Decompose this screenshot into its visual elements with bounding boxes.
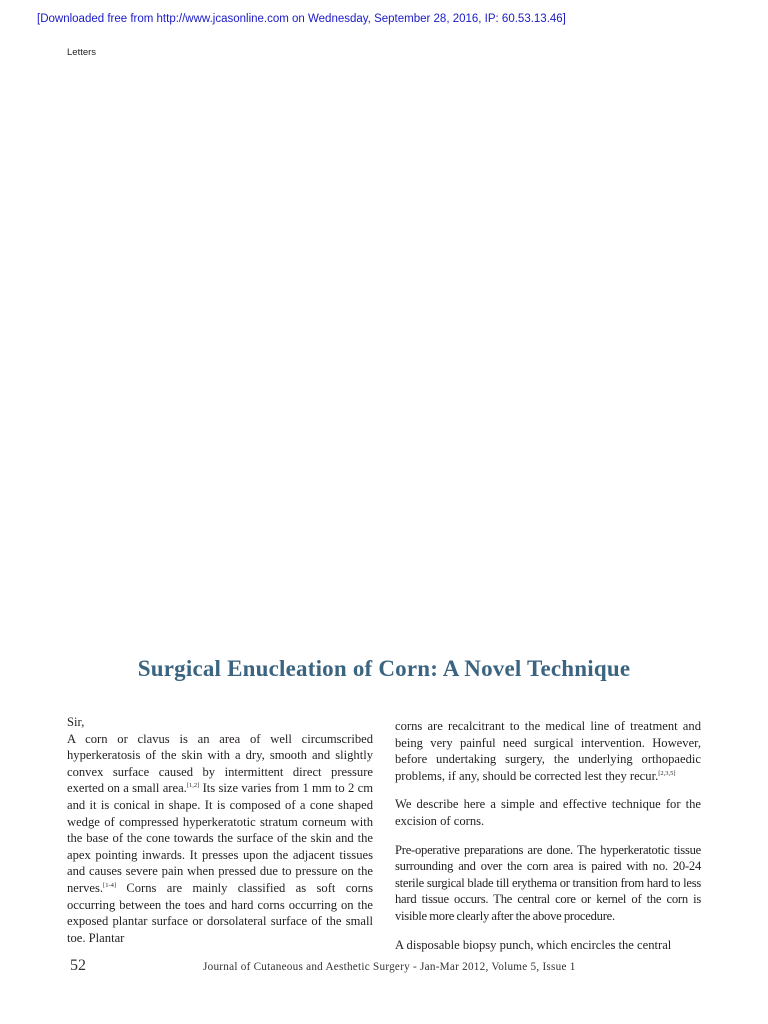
text-run: Corns are mainly classified as soft corns occurring between the toes and hard corns occurring on the exposed plantar surface or dorsolateral surface of the small toe. Plantar bbox=[67, 880, 373, 945]
right-paragraph-1 bbox=[395, 718, 701, 784]
text-run: Its size varies from 1 mm to 2 cm and it is conical in shape. It is composed of a cone shaped wedge of compressed hyperkeratotic stratum corneum with the base of the cone towards the surface of the skin and the apex pointing inwards. It presses upon the adjacent tissues and causes severe pain when pressed due to pressure on the nerves. bbox=[67, 781, 373, 895]
left-column bbox=[67, 714, 373, 946]
page-number: 52 bbox=[70, 957, 86, 974]
journal-footer: Journal of Cutaneous and Aesthetic Surgery - Jan-Mar 2012, Volume 5, Issue 1 bbox=[203, 961, 576, 973]
citation-ref: [1,2] bbox=[186, 782, 200, 790]
salutation: Sir, bbox=[67, 715, 85, 729]
article-title: Surgical Enucleation of Corn: A Novel Technique bbox=[137, 656, 631, 681]
text-run: A corn or clavus is an area of well circumscribed hyperkeratosis of the skin with a dry, smooth and slightly convex surface caused by intermittent direct pressure exerted on a small area. bbox=[67, 731, 373, 796]
download-banner: [Downloaded free from http://www.jcasonline.com on Wednesday, September 28, 2016, IP: 60.53.13.46] bbox=[37, 13, 566, 25]
right-paragraph-3: Pre-operative preparations are done. The hyperkeratotic tissue surrounding and over the corn area is paired with no. 20-24 sterile surgical blade till erythema or transition from hard to less hard tissue occurs. The central core or kernel of the corn is visible more clearly after the above procedure. bbox=[395, 842, 701, 923]
right-column bbox=[395, 718, 701, 953]
right-paragraph-2: We describe here a simple and effective technique for the excision of corns. bbox=[395, 797, 701, 828]
section-label: Letters bbox=[67, 47, 97, 58]
citation-ref: [2,3,5] bbox=[658, 769, 676, 777]
citation-ref: [1-4] bbox=[103, 881, 117, 889]
right-paragraph-4: A disposable biopsy punch, which encircles the central bbox=[395, 937, 672, 952]
left-paragraph-1 bbox=[67, 731, 373, 947]
text-run: corns are recalcitrant to the medical line of treatment and being very painful need surgical intervention. However, before undertaking surgery, the underlying orthopaedic problems, if any, should be corrected lest they recur. bbox=[395, 719, 701, 783]
